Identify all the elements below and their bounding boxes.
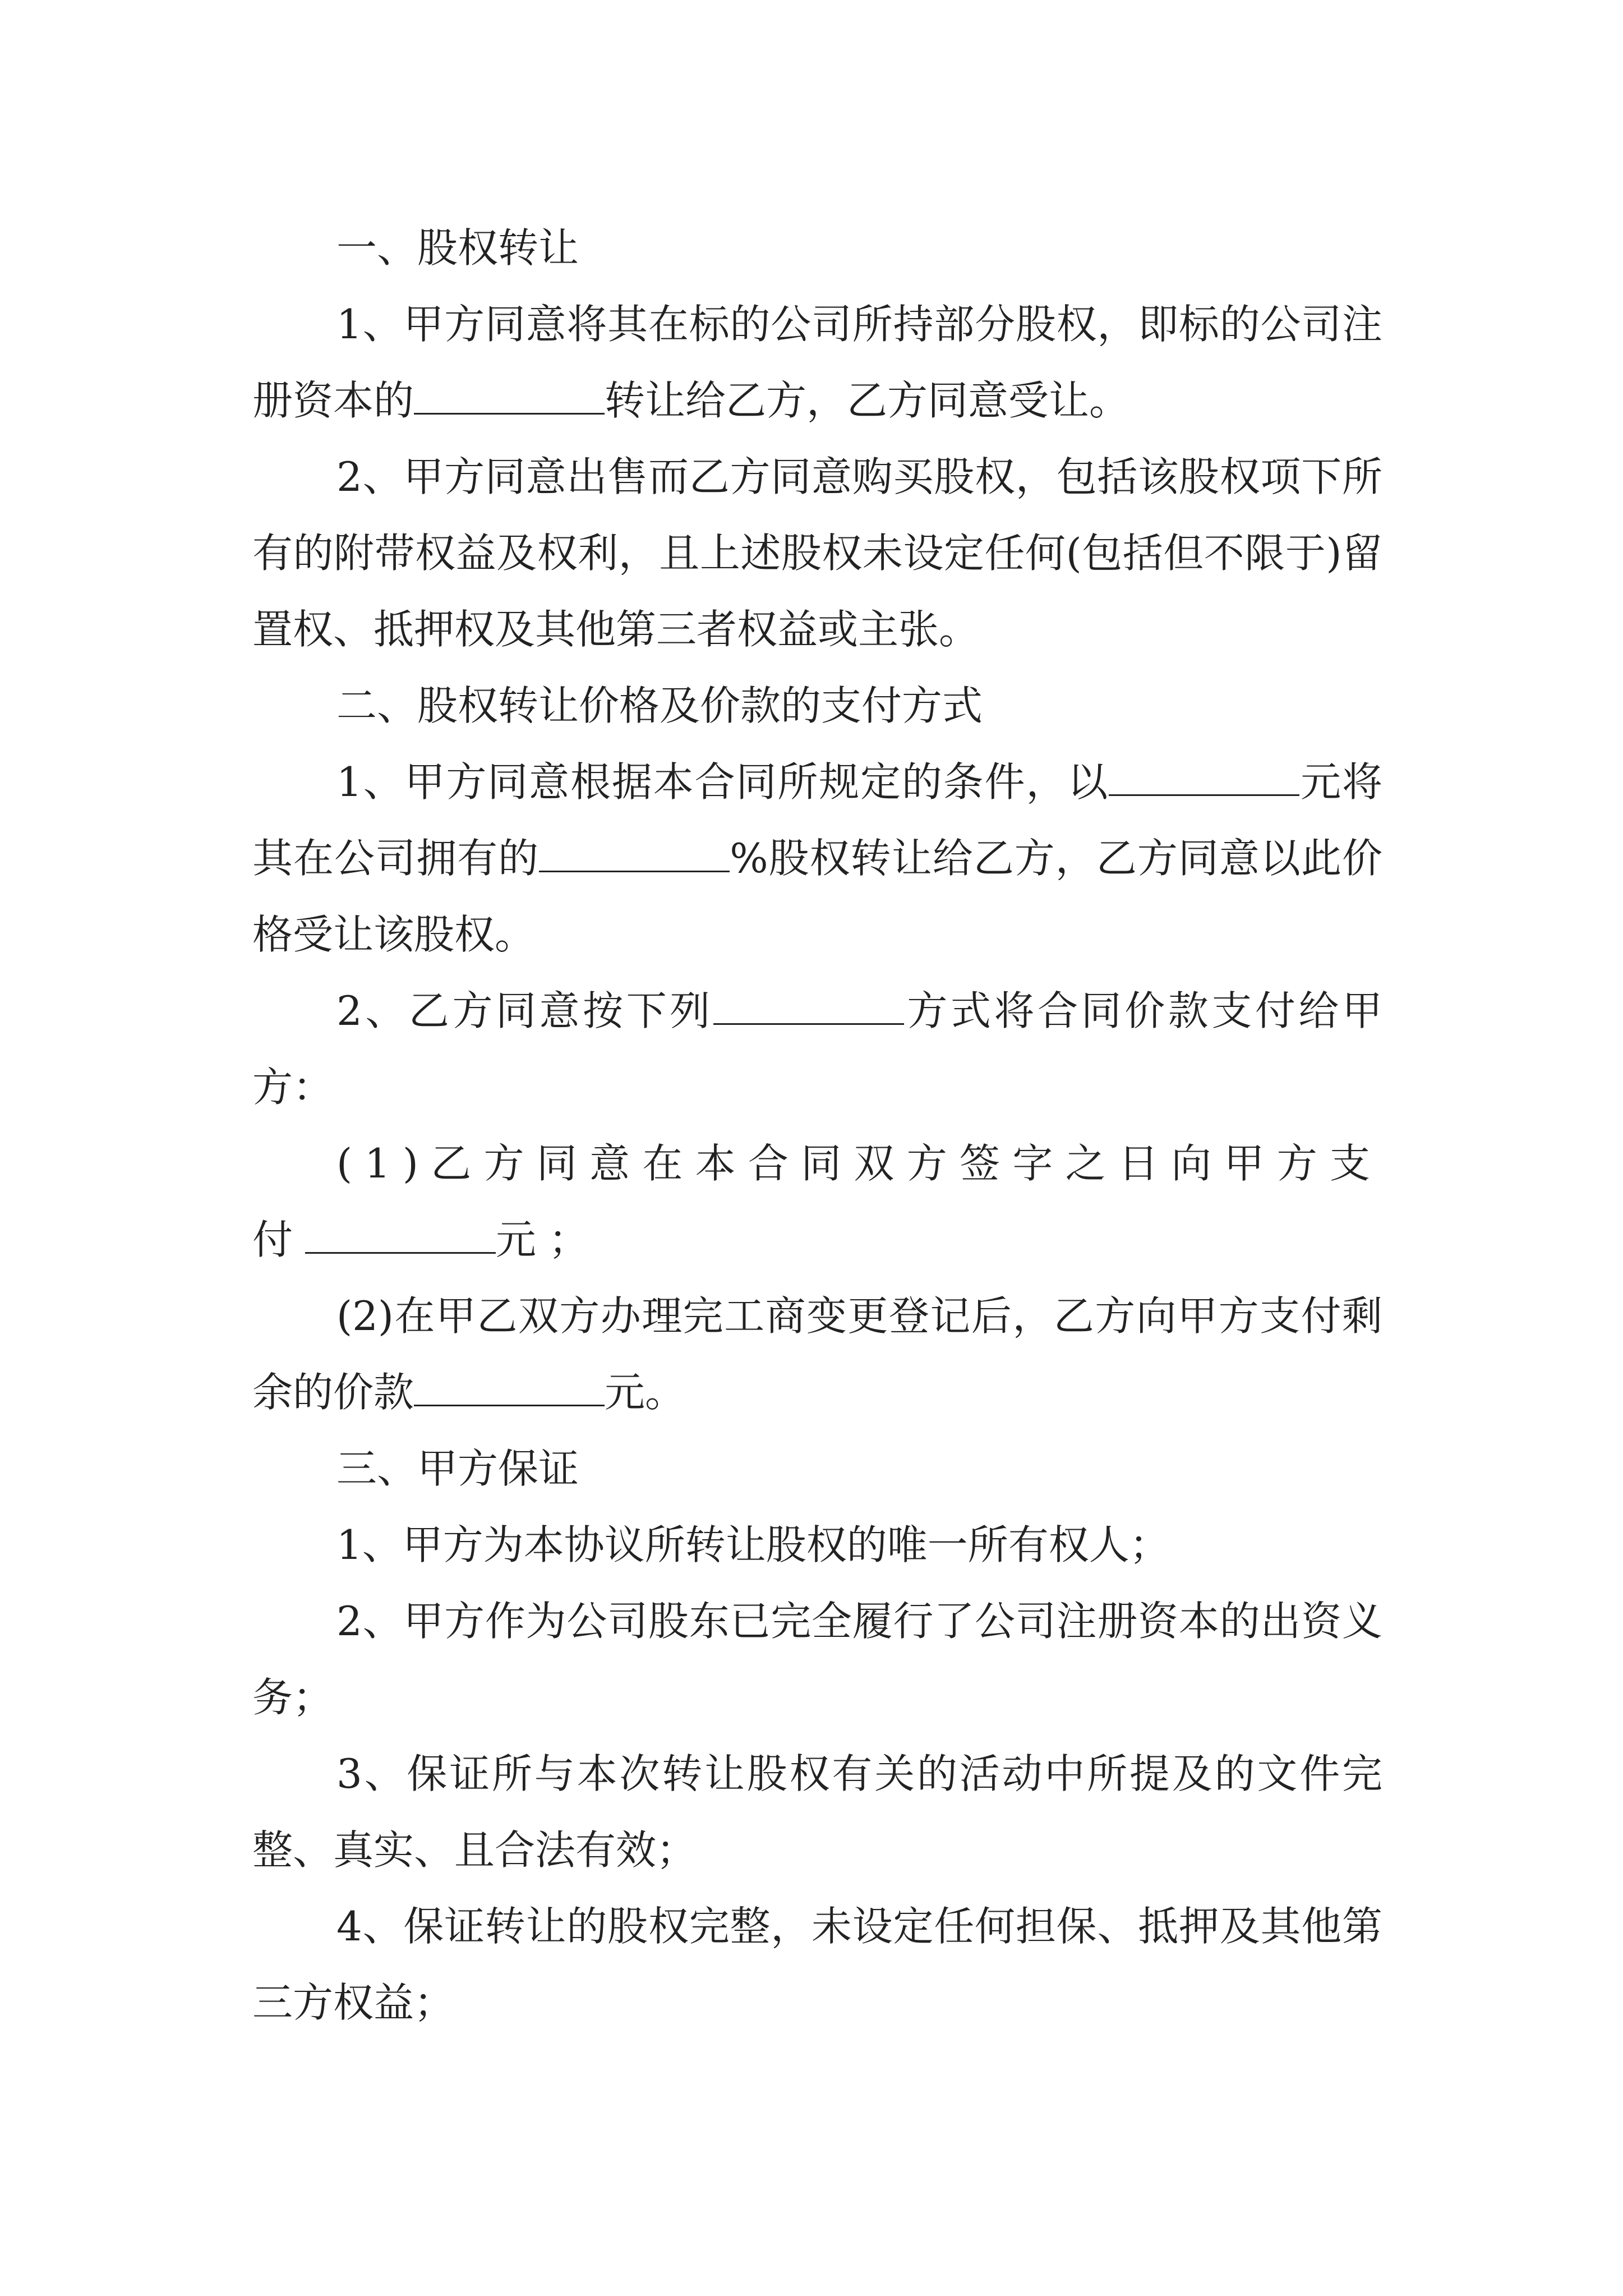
section-heading-1: 一、股权转让 [336, 224, 579, 272]
fill-blank[interactable] [305, 1218, 496, 1254]
paragraph-2-2-item-1 [252, 1125, 1382, 1278]
paragraph-2-2 [252, 973, 1382, 1125]
paragraph-text: 1、甲方同意将其在标的公司所持部分股权，即标的公司注册资本的 [252, 301, 1382, 424]
paragraph-text: 2、乙方同意按下列 [336, 987, 713, 1034]
section-heading-3: 三、甲方保证 [336, 1445, 579, 1492]
paragraph-3-3: 3、保证所与本次转让股权有关的活动中所提及的文件完整、真实、且合法有效； [252, 1750, 1382, 1874]
fill-blank[interactable] [539, 837, 730, 872]
section-heading-2: 二、股权转让价格及价款的支付方式 [336, 682, 983, 729]
paragraph-2-1 [252, 744, 1382, 973]
paragraph-3-2: 2、甲方作为公司股东已完全履行了公司注册资本的出资义务； [252, 1598, 1382, 1721]
paragraph-1-2: 2、甲方同意出售而乙方同意购买股权，包括该股权项下所有的附带权益及权利，且上述股权未设定任何(包括但不限于)留置权、抵押权及其他第三者权益或主张。 [252, 453, 1382, 653]
paragraph-text: 转让给乙方，乙方同意受让。 [605, 377, 1130, 424]
paragraph-text: 元； [496, 1216, 602, 1263]
paragraph-3-4: 4、保证转让的股权完整，未设定任何担保、抵押及其他第三方权益； [252, 1903, 1382, 2026]
fill-blank[interactable] [713, 990, 904, 1025]
fill-blank[interactable] [1109, 761, 1299, 796]
paragraph-1-1 [252, 286, 1382, 439]
paragraph-text: 元将其在公司拥有的 [252, 758, 1382, 882]
paragraph-text: %股权转让给乙方，乙方同意以此价格受让该股权。 [252, 835, 1382, 958]
paragraph-text: 1、甲方同意根据本合同所规定的条件，以 [336, 758, 1109, 806]
document-body [252, 210, 1382, 2041]
fill-blank[interactable] [414, 1371, 605, 1406]
paragraph-3-1: 1、甲方为本协议所转让股权的唯一所有权人； [336, 1521, 1170, 1568]
paragraph-text: 方式将合同价款支付给甲方： [252, 987, 1382, 1111]
paragraph-2-2-item-2 [252, 1278, 1382, 1430]
paragraph-text: 元。 [605, 1369, 686, 1416]
paragraph-text: (2)在甲乙双方办理完工商变更登记后，乙方向甲方支付剩余的价款 [252, 1292, 1382, 1416]
paragraph-text: (1)乙方同意在本合同双方签字之日向甲方支付 [252, 1140, 1382, 1263]
fill-blank[interactable] [414, 379, 605, 415]
